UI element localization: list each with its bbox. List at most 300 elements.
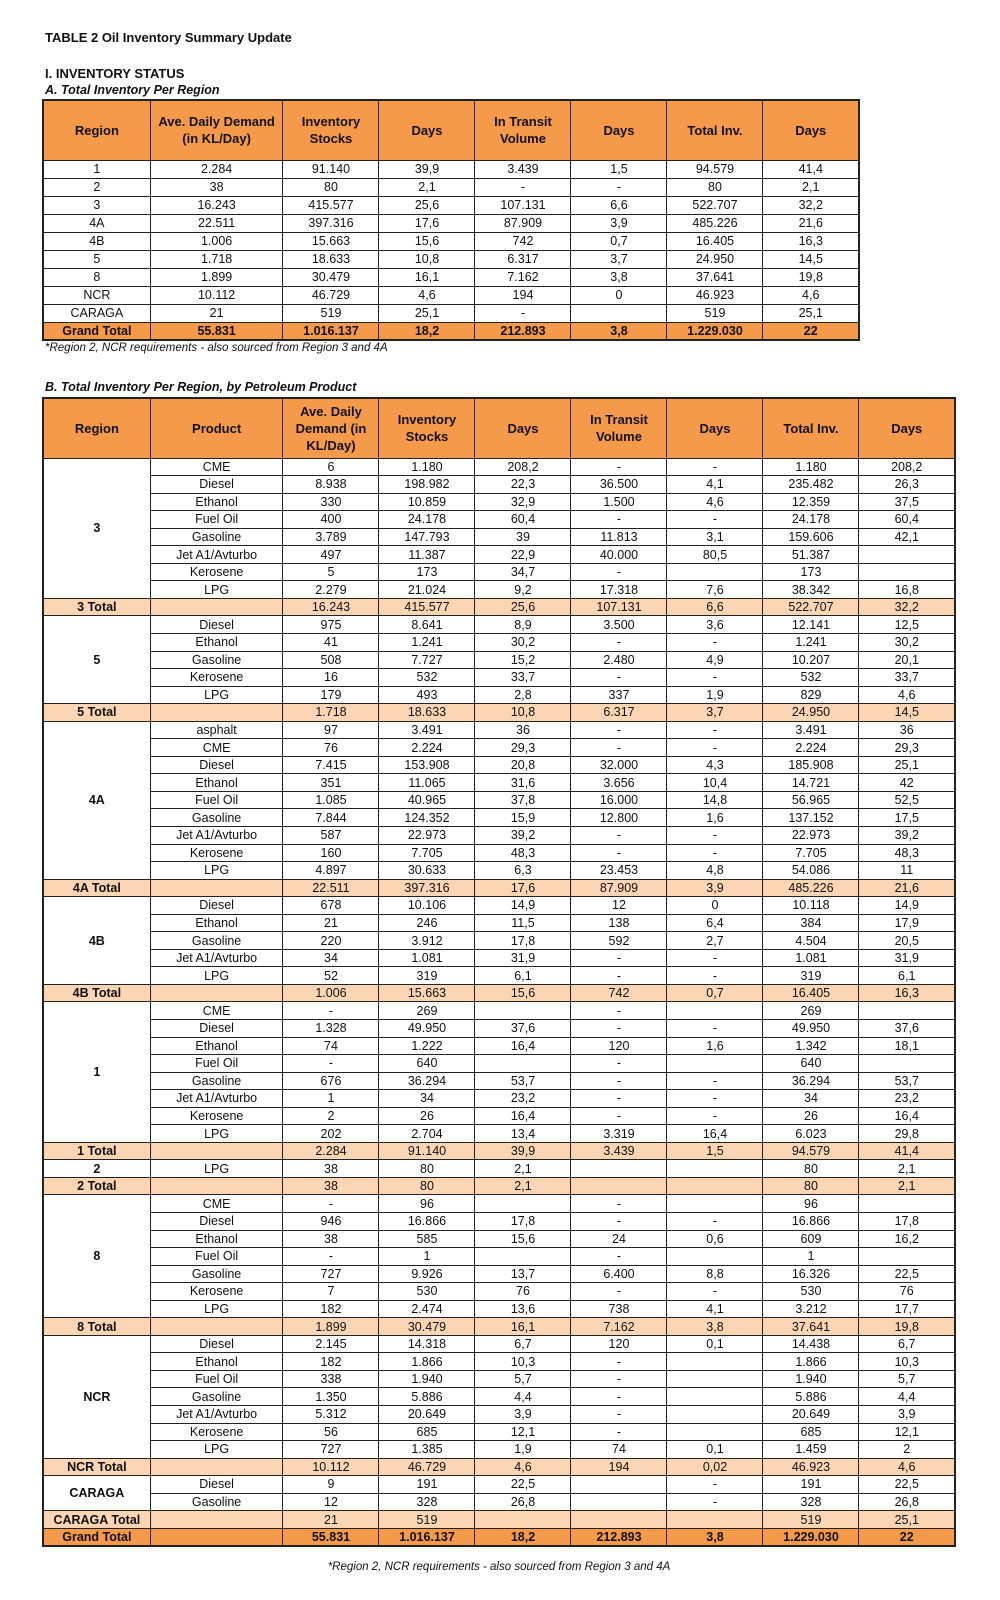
table-cell xyxy=(571,1476,667,1494)
table-cell: 29,3 xyxy=(475,739,571,757)
table-cell: 14.438 xyxy=(763,1335,859,1353)
table-cell: 1.016.137 xyxy=(379,1528,475,1546)
table-cell: 40.000 xyxy=(571,546,667,564)
table-row xyxy=(43,1388,955,1406)
subtotal-row xyxy=(43,598,955,616)
table-cell: 18,2 xyxy=(475,1528,571,1546)
table-cell: - xyxy=(283,1195,379,1213)
table-cell: Kerosene xyxy=(150,844,283,862)
table-cell: 124.352 xyxy=(379,809,475,827)
table-cell: 2.145 xyxy=(283,1335,379,1353)
table-cell: 3,9 xyxy=(667,879,763,897)
table-cell xyxy=(667,1248,763,1266)
table-cell: - xyxy=(667,1493,763,1511)
document-title: TABLE 2 Oil Inventory Summary Update xyxy=(45,30,292,45)
table-cell: - xyxy=(283,1248,379,1266)
table-cell: Jet A1/Avturbo xyxy=(150,1090,283,1108)
table-cell: 46.923 xyxy=(763,1458,859,1476)
table-cell: - xyxy=(571,1406,667,1424)
table-cell: 36 xyxy=(475,721,571,739)
table-cell: 10,4 xyxy=(667,774,763,792)
table-cell: 609 xyxy=(763,1230,859,1248)
table-cell: 52 xyxy=(283,967,379,985)
subtotal-label: 2 Total xyxy=(43,1177,150,1195)
table-cell: - xyxy=(571,1353,667,1371)
table-cell: 738 xyxy=(571,1300,667,1318)
table-cell xyxy=(859,546,955,564)
table-cell: 34,7 xyxy=(475,563,571,581)
table-cell: 16,4 xyxy=(859,1107,955,1125)
table-cell: 60,4 xyxy=(859,511,955,529)
table-cell: 2.279 xyxy=(283,581,379,599)
table-cell: 1.180 xyxy=(379,458,475,476)
table-row xyxy=(43,286,859,304)
table-cell: 585 xyxy=(379,1230,475,1248)
table-cell: 15.663 xyxy=(379,984,475,1002)
region-cell: CARAGA xyxy=(43,1476,150,1511)
table-cell: 22,5 xyxy=(475,1476,571,1494)
table-cell: Jet A1/Avturbo xyxy=(150,546,283,564)
table-cell: Gasoline xyxy=(150,809,283,827)
table-cell: 1.899 xyxy=(283,1318,379,1336)
table-cell: 32,9 xyxy=(475,493,571,511)
subtotal-row xyxy=(43,1318,955,1336)
table-cell: - xyxy=(571,1248,667,1266)
table-row xyxy=(43,932,955,950)
table-cell: 3,7 xyxy=(667,704,763,722)
table-cell: 20,1 xyxy=(859,651,955,669)
column-header: Total Inv. xyxy=(763,398,859,458)
table-cell: Gasoline xyxy=(150,1493,283,1511)
table-cell: 2.704 xyxy=(379,1125,475,1143)
table-cell: 1.350 xyxy=(283,1388,379,1406)
table-cell: 1 xyxy=(43,160,150,178)
table-cell: 3.212 xyxy=(763,1300,859,1318)
subtotal-row xyxy=(43,1458,955,1476)
table-cell: 38 xyxy=(283,1177,379,1195)
table-cell: 11 xyxy=(859,862,955,880)
table-cell: Gasoline xyxy=(150,1265,283,1283)
table-a-footnote: *Region 2, NCR requirements - also sourced from Region 3 and 4A xyxy=(45,342,388,354)
table-cell: 39,2 xyxy=(859,826,955,844)
table-cell: 3,7 xyxy=(571,250,667,268)
region-cell: 3 xyxy=(43,458,150,598)
table-cell: 25,1 xyxy=(859,756,955,774)
region-cell: 4A xyxy=(43,721,150,879)
table-cell: - xyxy=(667,1283,763,1301)
table-cell: 2.284 xyxy=(150,160,283,178)
table-cell: 24 xyxy=(571,1230,667,1248)
table-cell: 1.940 xyxy=(379,1370,475,1388)
table-cell: 179 xyxy=(283,686,379,704)
table-row xyxy=(43,1370,955,1388)
table-cell: 17,9 xyxy=(859,914,955,932)
table-cell: - xyxy=(283,1055,379,1073)
table-cell: 1,9 xyxy=(667,686,763,704)
table-cell: LPG xyxy=(150,1300,283,1318)
table-cell: 3 xyxy=(43,196,150,214)
table-cell xyxy=(475,1511,571,1529)
table-cell: 14.318 xyxy=(379,1335,475,1353)
table-cell: 3.491 xyxy=(763,721,859,739)
table-cell: 18.633 xyxy=(283,250,379,268)
table-cell: 6.317 xyxy=(475,250,571,268)
table-cell: CARAGA xyxy=(43,304,150,322)
table-cell: 685 xyxy=(763,1423,859,1441)
table-row xyxy=(43,1423,955,1441)
table-cell: 41,4 xyxy=(859,1142,955,1160)
table-cell xyxy=(571,1177,667,1195)
table-cell xyxy=(150,1458,283,1476)
table-cell: 5.886 xyxy=(763,1388,859,1406)
table-cell: 4,4 xyxy=(475,1388,571,1406)
column-header: Total Inv. xyxy=(667,100,763,160)
table-cell: 12 xyxy=(571,897,667,915)
table-cell: Jet A1/Avturbo xyxy=(150,1406,283,1424)
table-cell: 80,5 xyxy=(667,546,763,564)
table-cell: 20,8 xyxy=(475,756,571,774)
table-cell: 532 xyxy=(379,669,475,687)
table-cell xyxy=(571,1511,667,1529)
table-cell: 3,8 xyxy=(667,1318,763,1336)
table-cell: 21 xyxy=(150,304,283,322)
table-cell xyxy=(667,1002,763,1020)
table-row xyxy=(43,511,955,529)
table-cell: 30.479 xyxy=(379,1318,475,1336)
table-cell: - xyxy=(571,1370,667,1388)
table-cell: 530 xyxy=(763,1283,859,1301)
table-cell: - xyxy=(667,458,763,476)
table-cell: 13,7 xyxy=(475,1265,571,1283)
table-row xyxy=(43,686,955,704)
table-cell: 6.317 xyxy=(571,704,667,722)
subtotal-label: 3 Total xyxy=(43,598,150,616)
table-cell: 1.459 xyxy=(763,1441,859,1459)
table-cell: 1,5 xyxy=(667,1142,763,1160)
table-cell: 16,4 xyxy=(667,1125,763,1143)
table-cell: Ethanol xyxy=(150,1230,283,1248)
table-cell: LPG xyxy=(150,967,283,985)
table-row xyxy=(43,1125,955,1143)
region-cell: 1 xyxy=(43,1002,150,1142)
table-cell xyxy=(475,1195,571,1213)
table-cell: 48,3 xyxy=(475,844,571,862)
table-cell: - xyxy=(667,721,763,739)
table-cell: Kerosene xyxy=(150,1107,283,1125)
table-cell: 4,9 xyxy=(667,651,763,669)
table-cell: 37,6 xyxy=(475,1020,571,1038)
table-cell: 37,5 xyxy=(859,493,955,511)
table-row xyxy=(43,1055,955,1073)
table-cell: 2.284 xyxy=(283,1142,379,1160)
table-cell: asphalt xyxy=(150,721,283,739)
table-cell: 397.316 xyxy=(283,214,379,232)
table-cell: - xyxy=(667,967,763,985)
table-cell: 742 xyxy=(571,984,667,1002)
table-cell: 0,02 xyxy=(667,1458,763,1476)
table-cell: 5 xyxy=(43,250,150,268)
table-cell: 5 xyxy=(283,563,379,581)
table-cell: 80 xyxy=(379,1160,475,1178)
table-cell: 7,6 xyxy=(667,581,763,599)
table-cell: 4,6 xyxy=(859,686,955,704)
table-cell: Kerosene xyxy=(150,1423,283,1441)
table-cell: - xyxy=(571,511,667,529)
table-row xyxy=(43,844,955,862)
table-cell: - xyxy=(571,458,667,476)
table-cell: 1.229.030 xyxy=(763,1528,859,1546)
table-cell: 30,2 xyxy=(859,633,955,651)
table-row xyxy=(43,528,955,546)
table-cell: 22.511 xyxy=(283,879,379,897)
table-cell: 24.950 xyxy=(667,250,763,268)
table-cell: 107.131 xyxy=(571,598,667,616)
table-row xyxy=(43,546,955,564)
table-cell: - xyxy=(667,949,763,967)
table-cell: 55.831 xyxy=(283,1528,379,1546)
table-cell: 220 xyxy=(283,932,379,950)
table-cell: 2,1 xyxy=(475,1177,571,1195)
table-cell: 19,8 xyxy=(763,268,859,286)
table-row xyxy=(43,721,955,739)
table-cell: - xyxy=(571,1020,667,1038)
table-cell: 16,4 xyxy=(475,1107,571,1125)
table-cell: 46.923 xyxy=(667,286,763,304)
table-cell: 91.140 xyxy=(379,1142,475,1160)
table-cell: 4,6 xyxy=(667,493,763,511)
table-cell: 29,3 xyxy=(859,739,955,757)
table-cell: 30.479 xyxy=(283,268,379,286)
table-cell: 16.405 xyxy=(763,984,859,1002)
table-cell: 328 xyxy=(379,1493,475,1511)
table-cell xyxy=(150,598,283,616)
table-cell: 13,6 xyxy=(475,1300,571,1318)
table-cell: - xyxy=(571,563,667,581)
table-cell xyxy=(571,304,667,322)
table-cell: Grand Total xyxy=(43,1528,150,1546)
table-cell: 6.023 xyxy=(763,1125,859,1143)
table-row xyxy=(43,1406,955,1424)
table-cell xyxy=(150,879,283,897)
table-cell: 485.226 xyxy=(763,879,859,897)
column-header: Days xyxy=(763,100,859,160)
table-cell: 2.224 xyxy=(763,739,859,757)
table-cell: 10.112 xyxy=(150,286,283,304)
table-cell: - xyxy=(283,1002,379,1020)
region-cell: 8 xyxy=(43,1195,150,1318)
table-cell: 319 xyxy=(763,967,859,985)
table-cell: 25,6 xyxy=(379,196,475,214)
table-cell: 208,2 xyxy=(475,458,571,476)
table-row xyxy=(43,232,859,250)
table-cell xyxy=(667,1055,763,1073)
table-cell: 3,8 xyxy=(667,1528,763,1546)
table-row xyxy=(43,493,955,511)
table-row xyxy=(43,1335,955,1353)
table-cell: 80 xyxy=(667,178,763,196)
table-cell: 53,7 xyxy=(475,1072,571,1090)
table-cell xyxy=(667,1370,763,1388)
column-header: Inventory Stocks xyxy=(283,100,379,160)
table-cell: 640 xyxy=(763,1055,859,1073)
table-row xyxy=(43,304,859,322)
table-cell: 11.813 xyxy=(571,528,667,546)
table-cell: 39,2 xyxy=(475,826,571,844)
subtotal-label: NCR Total xyxy=(43,1458,150,1476)
table-cell: - xyxy=(571,1283,667,1301)
table-cell: 10.118 xyxy=(763,897,859,915)
table-cell: 727 xyxy=(283,1265,379,1283)
table-cell: 52,5 xyxy=(859,791,955,809)
table-cell: - xyxy=(667,1213,763,1231)
table-cell: 38 xyxy=(150,178,283,196)
table-cell xyxy=(859,1248,955,1266)
table-cell: 415.577 xyxy=(283,196,379,214)
table-cell: 1.718 xyxy=(150,250,283,268)
table-cell: 3,9 xyxy=(571,214,667,232)
table-cell: 198.982 xyxy=(379,476,475,494)
table-row xyxy=(43,616,955,634)
table-cell: 74 xyxy=(283,1037,379,1055)
table-cell xyxy=(859,1002,955,1020)
table-cell: CME xyxy=(150,1002,283,1020)
table-cell: 14,9 xyxy=(475,897,571,915)
table-cell: 1,6 xyxy=(667,809,763,827)
table-cell: 33,7 xyxy=(859,669,955,687)
table-cell: 4,1 xyxy=(667,476,763,494)
table-cell xyxy=(667,1160,763,1178)
table-cell: 235.482 xyxy=(763,476,859,494)
table-cell: 51.387 xyxy=(763,546,859,564)
table-cell: 0,7 xyxy=(667,984,763,1002)
table-cell: 54.086 xyxy=(763,862,859,880)
table-cell: 76 xyxy=(475,1283,571,1301)
table-cell: 532 xyxy=(763,669,859,687)
table-cell: 24.178 xyxy=(379,511,475,529)
table-cell: 485.226 xyxy=(667,214,763,232)
table-cell: 3,9 xyxy=(859,1406,955,1424)
table-cell: 10,8 xyxy=(475,704,571,722)
subtotal-row xyxy=(43,879,955,897)
table-cell: 328 xyxy=(763,1493,859,1511)
table-row xyxy=(43,1493,955,1511)
table-cell: 6,6 xyxy=(667,598,763,616)
table-cell: Gasoline xyxy=(150,932,283,950)
table-cell: 4B xyxy=(43,232,150,250)
table-cell: - xyxy=(667,739,763,757)
table-cell: 0,7 xyxy=(571,232,667,250)
table-cell: 3,8 xyxy=(571,268,667,286)
table-cell: 269 xyxy=(763,1002,859,1020)
table-row xyxy=(43,914,955,932)
table-cell: 3,1 xyxy=(667,528,763,546)
table-cell: 40.965 xyxy=(379,791,475,809)
table-cell: 4,6 xyxy=(763,286,859,304)
table-cell: 18,2 xyxy=(379,322,475,340)
table-cell: CME xyxy=(150,739,283,757)
table-cell: 36 xyxy=(859,721,955,739)
table-row xyxy=(43,949,955,967)
table-cell: 1 xyxy=(763,1248,859,1266)
table-row xyxy=(43,196,859,214)
table-cell: 25,6 xyxy=(475,598,571,616)
table-cell: 1.385 xyxy=(379,1441,475,1459)
table-row xyxy=(43,1002,955,1020)
table-row xyxy=(43,1248,955,1266)
table-cell: 94.579 xyxy=(667,160,763,178)
table-cell: 91.140 xyxy=(283,160,379,178)
table-cell: 330 xyxy=(283,493,379,511)
table-a-subtitle: A. Total Inventory Per Region xyxy=(45,83,220,97)
table-cell: 975 xyxy=(283,616,379,634)
table-cell: 3.439 xyxy=(475,160,571,178)
table-cell xyxy=(475,1002,571,1020)
table-row xyxy=(43,178,859,196)
table-cell: 3.491 xyxy=(379,721,475,739)
table-cell: 17,6 xyxy=(475,879,571,897)
table-row xyxy=(43,809,955,827)
region-cell: 2 xyxy=(43,1160,150,1178)
table-cell: 11,5 xyxy=(475,914,571,932)
table-cell: 9,2 xyxy=(475,581,571,599)
table-cell: 182 xyxy=(283,1300,379,1318)
table-cell: 16,3 xyxy=(763,232,859,250)
table-row xyxy=(43,581,955,599)
table-cell: 159.606 xyxy=(763,528,859,546)
table-row xyxy=(43,1441,955,1459)
table-cell: 22 xyxy=(859,1528,955,1546)
table-cell: 508 xyxy=(283,651,379,669)
table-row xyxy=(43,1353,955,1371)
table-cell: 14,5 xyxy=(763,250,859,268)
table-cell: 246 xyxy=(379,914,475,932)
table-cell: 3,9 xyxy=(475,1406,571,1424)
table-cell: 32.000 xyxy=(571,756,667,774)
table-cell: 2.474 xyxy=(379,1300,475,1318)
table-cell: Gasoline xyxy=(150,1072,283,1090)
table-cell xyxy=(571,1493,667,1511)
table-cell: 12.359 xyxy=(763,493,859,511)
table-cell: 38.342 xyxy=(763,581,859,599)
table-cell: - xyxy=(667,1476,763,1494)
table-cell: 1.866 xyxy=(763,1353,859,1371)
table-cell: 519 xyxy=(763,1511,859,1529)
table-cell: 1.180 xyxy=(763,458,859,476)
table-cell: Ethanol xyxy=(150,1037,283,1055)
table-cell: 16.326 xyxy=(763,1265,859,1283)
table-cell xyxy=(150,1177,283,1195)
region-cell: NCR xyxy=(43,1335,150,1458)
table-cell: 212.893 xyxy=(571,1528,667,1546)
table-cell: 137.152 xyxy=(763,809,859,827)
table-cell: 8.938 xyxy=(283,476,379,494)
table-row xyxy=(43,756,955,774)
table-cell xyxy=(150,1511,283,1529)
table-cell: - xyxy=(571,721,667,739)
table-cell: 6,1 xyxy=(475,967,571,985)
table-cell: 20.649 xyxy=(763,1406,859,1424)
table-cell: 16,1 xyxy=(475,1318,571,1336)
table-cell: Ethanol xyxy=(150,493,283,511)
table-cell: 16,3 xyxy=(859,984,955,1002)
table-cell: 208,2 xyxy=(859,458,955,476)
table-cell: 519 xyxy=(379,1511,475,1529)
table-cell: 493 xyxy=(379,686,475,704)
table-cell: 21,6 xyxy=(763,214,859,232)
table-cell: 46.729 xyxy=(283,286,379,304)
table-cell: 10.106 xyxy=(379,897,475,915)
table-cell: 15.663 xyxy=(283,232,379,250)
